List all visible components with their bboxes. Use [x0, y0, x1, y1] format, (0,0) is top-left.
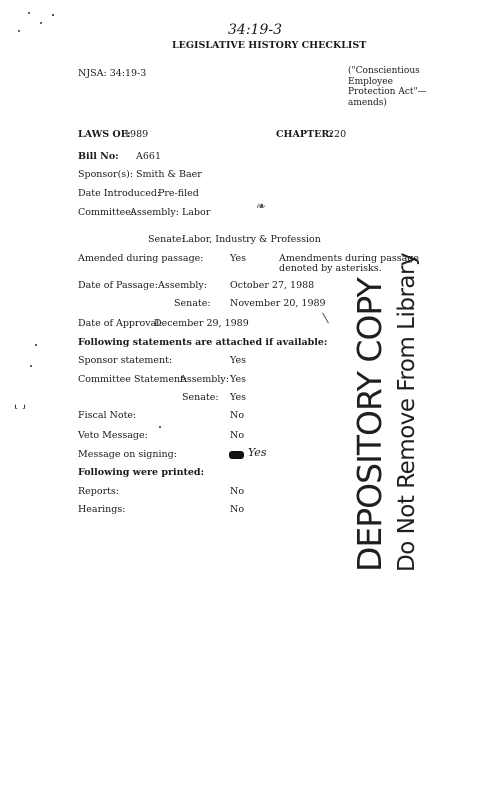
scan-speck [18, 30, 20, 32]
printed-items-heading: Following were printed: [78, 467, 205, 478]
date-of-approval-label: Date of Approval: [78, 318, 163, 329]
scan-speck [40, 22, 42, 24]
sponsors-label: Sponsor(s): [78, 169, 134, 180]
message-on-signing-value: Yes [248, 446, 267, 459]
date-introduced-label: Date Introduced: [78, 188, 161, 199]
committee-senate-value: Labor, Industry & Profession [182, 234, 321, 245]
date-of-approval-value: December 29, 1989 [154, 318, 249, 329]
amended-note-line-2: denoted by asterisks. [279, 263, 382, 274]
scan-speck [35, 344, 37, 346]
act-name-note [348, 66, 427, 108]
scan-speck [52, 14, 54, 16]
passage-assembly-label: Assembly: [158, 280, 207, 291]
reports-label: Reports: [78, 486, 120, 497]
pen-stroke [322, 313, 329, 324]
committee-statement-assembly-label: Assembly: [180, 374, 229, 385]
passage-senate-label: Senate: [174, 298, 211, 309]
bill-no-label: Bill No: [78, 151, 119, 162]
sponsor-statement-label: Sponsor statement: [78, 355, 173, 366]
do-not-remove-stamp: Do Not Remove From Library [394, 252, 420, 572]
passage-assembly-value: October 27, 1988 [230, 280, 315, 291]
njsa-citation: NJSA: 34:19-3 [78, 68, 147, 79]
sponsor-statement-value: Yes [230, 355, 246, 366]
laws-of-label: LAWS OF: [78, 129, 131, 140]
redaction-mark [229, 451, 244, 459]
scan-speck [159, 426, 161, 428]
veto-message-label: Veto Message: [78, 430, 148, 441]
message-on-signing-label: Message on signing: [78, 449, 177, 460]
scan-speck [28, 12, 30, 14]
committee-statement-senate-label: Senate: [182, 392, 219, 403]
hearings-value: No [230, 504, 245, 515]
attached-statements-heading: Following statements are attached if available: [78, 337, 328, 348]
committee-senate-label: Senate: [148, 234, 185, 245]
act-note-line: Protection Act"— [348, 87, 427, 97]
laws-of-value: 1989 [124, 129, 149, 140]
bill-no-value: A661 [136, 151, 161, 162]
sponsors-value: Smith & Baer [136, 169, 202, 180]
handwritten-mark: ❧ [255, 199, 266, 213]
committee-label: Committee: [78, 207, 135, 218]
scan-speck [30, 365, 32, 367]
margin-mark: ⸤ ⸥ [14, 397, 27, 410]
reports-value: No [230, 486, 245, 497]
date-of-passage-label: Date of Passage: [78, 280, 158, 291]
chapter-label: CHAPTER: [276, 129, 333, 140]
amended-label: Amended during passage: [78, 253, 204, 264]
depository-copy-stamp: DEPOSITORY COPY [350, 278, 389, 572]
chapter-value: 220 [328, 129, 347, 140]
hearings-label: Hearings: [78, 504, 126, 515]
amended-value: Yes [230, 253, 246, 264]
passage-senate-value: November 20, 1989 [230, 298, 326, 309]
act-note-line: ("Conscientious [348, 66, 420, 76]
committee-assembly-label: Assembly: [130, 207, 179, 218]
veto-message-value: No [230, 430, 245, 441]
act-note-line: amends) [348, 97, 387, 108]
act-note-line: Employee [348, 76, 393, 87]
fiscal-note-label: Fiscal Note: [78, 410, 137, 421]
committee-statement-senate-value: Yes [230, 392, 246, 403]
committee-assembly-value: Labor [182, 207, 211, 218]
page-title: LEGISLATIVE HISTORY CHECKLIST [172, 40, 367, 51]
handwritten-document-number: 34:19-3 [228, 22, 282, 38]
committee-statement-label: Committee Statement: [78, 374, 188, 385]
date-introduced-value: Pre-filed [158, 188, 199, 199]
fiscal-note-value: No [230, 410, 245, 421]
committee-statement-assembly-value: Yes [230, 374, 246, 385]
amended-note-line-1: Amendments during passage [279, 253, 420, 264]
